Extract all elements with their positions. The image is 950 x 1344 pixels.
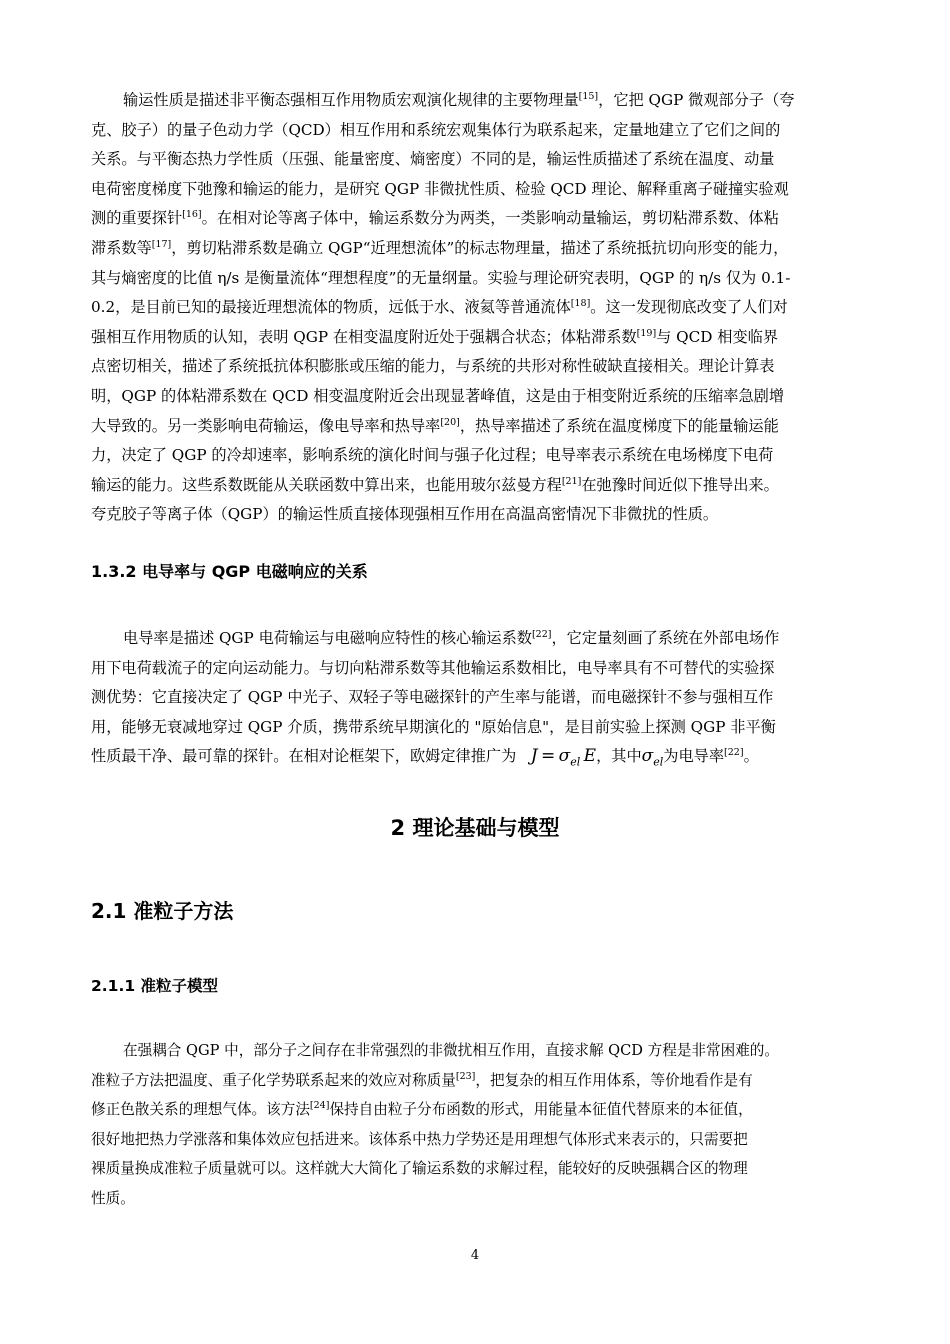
citation-22-b: [22] — [724, 747, 744, 759]
conductivity-symbol: $\sigma_{el}$ — [641, 746, 664, 769]
citation-18: [18] — [570, 298, 591, 310]
text-line: 用，能够无衰减地穿过 QGP 介质，携带系统早期演化的 "原始信息"，是目前实验上探测 QGP 非平衡 — [91, 717, 776, 736]
ohm-law-equation: $J = \sigma_{el}$ E — [530, 746, 597, 769]
text-line: 裸质量换成准粒子质量就可以。这样就大大简化了输运系数的求解过程，能较好的反映强耦合区的物理 — [91, 1160, 748, 1177]
section-heading-2-1: 2.1 准粒子方法 — [91, 899, 234, 923]
text-line: 大导致的。另一类影响电荷输运，像电导率和热导率[20]，热导率描述了系统在温度梯度下的能量输运能 — [91, 416, 779, 435]
text-line: 夸克胶子等离子体（QGP）的输运性质直接体现强相互作用在高温高密情况下非微扰的性质。 — [91, 505, 719, 524]
page-number: 4 — [470, 1248, 480, 1263]
text-line: 电导率是描述 QGP 电荷输运与电磁响应特性的核心输运系数[22]，它定量刻画了系统在外部电场作 — [123, 629, 780, 647]
text-line: 其与熵密度的比值 η/s 是衡量流体“理想程度”的无量纲量。实验与理论研究表明，QGP 的 η/s 仅为 0.1- — [91, 268, 791, 287]
chapter-heading-2: 2 理论基础与模型 — [390, 816, 560, 840]
paragraph-quasiparticle-model — [91, 1036, 867, 1213]
text-line: 电荷密度梯度下弛豫和输运的能力，是研究 QGP 非微扰性质、检验 QCD 理论、解释重离子碰撞实验观 — [91, 179, 789, 198]
citation-17: [17] — [151, 238, 172, 250]
text-line: 用下电荷载流子的定向运动能力。与切向粘滞系数等其他输运系数相比，电导率具有不可替代的实验探 — [91, 658, 775, 677]
citation-20: [20] — [440, 416, 460, 428]
section-heading-1-3-2: 1.3.2 电导率与 QGP 电磁响应的关系 — [91, 562, 368, 581]
citation-24: [24] — [309, 1100, 330, 1111]
text-line: 明，QGP 的体粘滞系数在 QCD 相变温度附近会出现显著峰值，这是由于相变附近系统的压缩率急剧增 — [91, 386, 785, 405]
text-line: 在强耦合 QGP 中，部分子之间存在非常强烈的非微扰相互作用，直接求解 QCD 方程是非常困难的。 — [123, 1042, 779, 1059]
text-line: 强相互作用物质的认知，表明 QGP 在相变温度附近处于强耦合状态；体粘滞系数[19]与 QCD 相变临界 — [91, 327, 779, 346]
text-line: 测的重要探针[16]。在相对论等离子体中，输运系数分为两类，一类影响动量输运，剪切粘滞系数、体粘 — [91, 209, 779, 228]
text-line: 修正色散关系的理想气体。该方法[24]保持自由粒子分布函数的形式，用能量本征值代替原来的本征值， — [91, 1100, 753, 1118]
text-line: 点密切相关，描述了系统抵抗体积膨胀或压缩的能力，与系统的共形对称性破缺直接相关。理论计算表 — [91, 357, 775, 376]
citation-19: [19] — [636, 327, 657, 339]
text-line: 克、胶子）的量子色动力学（QCD）相互作用和系统宏观集体行为联系起来，定量地建立了它们之间的 — [91, 120, 781, 139]
text-line: 输运性质是描述非平衡态强相互作用物质宏观演化规律的主要物理量[15]，它把 QGP 微观部分子（夸 — [123, 91, 795, 109]
citation-23: [23] — [455, 1070, 476, 1082]
citation-16: [16] — [182, 209, 202, 221]
text-line: 很好地把热力学涨落和集体效应包括进来。该体系中热力学势还是用理想气体形式来表示的，只需要把 — [91, 1130, 748, 1148]
text-line: 准粒子方法把温度、重子化学势联系起来的效应对称质量[23]，把复杂的相互作用体系，等价地看作是有 — [91, 1070, 753, 1089]
text-line: 性质。 — [91, 1189, 135, 1207]
paragraph-transport-properties — [91, 86, 867, 530]
citation-21: [21] — [561, 475, 582, 487]
text-line: 测优势：它直接决定了 QGP 中光子、双轻子等电磁探针的产生率与能谱，而电磁探针不参与强相互作 — [91, 688, 774, 707]
citation-15: [15] — [578, 91, 599, 102]
text-line: 输运的能力。这些系数既能从关联函数中算出来，也能用玻尔兹曼方程[21]在弛豫时间近似下推导出来。 — [91, 475, 779, 494]
subsection-heading-2-1-1: 2.1.1 准粒子模型 — [91, 977, 219, 995]
text-line: 力，决定了 QGP 的冷却速率，影响系统的演化时间与强子化过程；电导率表示系统在电场梯度下电荷 — [91, 446, 774, 465]
text-line: 0.2，是目前已知的最接近理想流体的物质，远低于水、液氦等普通流体[18]。这一发现彻底改变了人们对 — [91, 298, 788, 317]
text-line: 性质最干净、最可靠的探针。在相对论框架下，欧姆定律推广为 $J = \sigma_{el}$ E，其中$\sigma_{el}$为电导率[22]。 — [91, 746, 759, 769]
text-line: 关系。与平衡态热力学性质（压强、能量密度、熵密度）不同的是，输运性质描述了系统在温度、动量 — [91, 150, 775, 169]
citation-22: [22] — [531, 629, 552, 640]
text-line: 滞系数等[17]，剪切粘滞系数是确立 QGP“近理想流体”的标志物理量，描述了系统抵抗切向形变的能力， — [91, 238, 789, 257]
paragraph-conductivity — [91, 624, 867, 777]
